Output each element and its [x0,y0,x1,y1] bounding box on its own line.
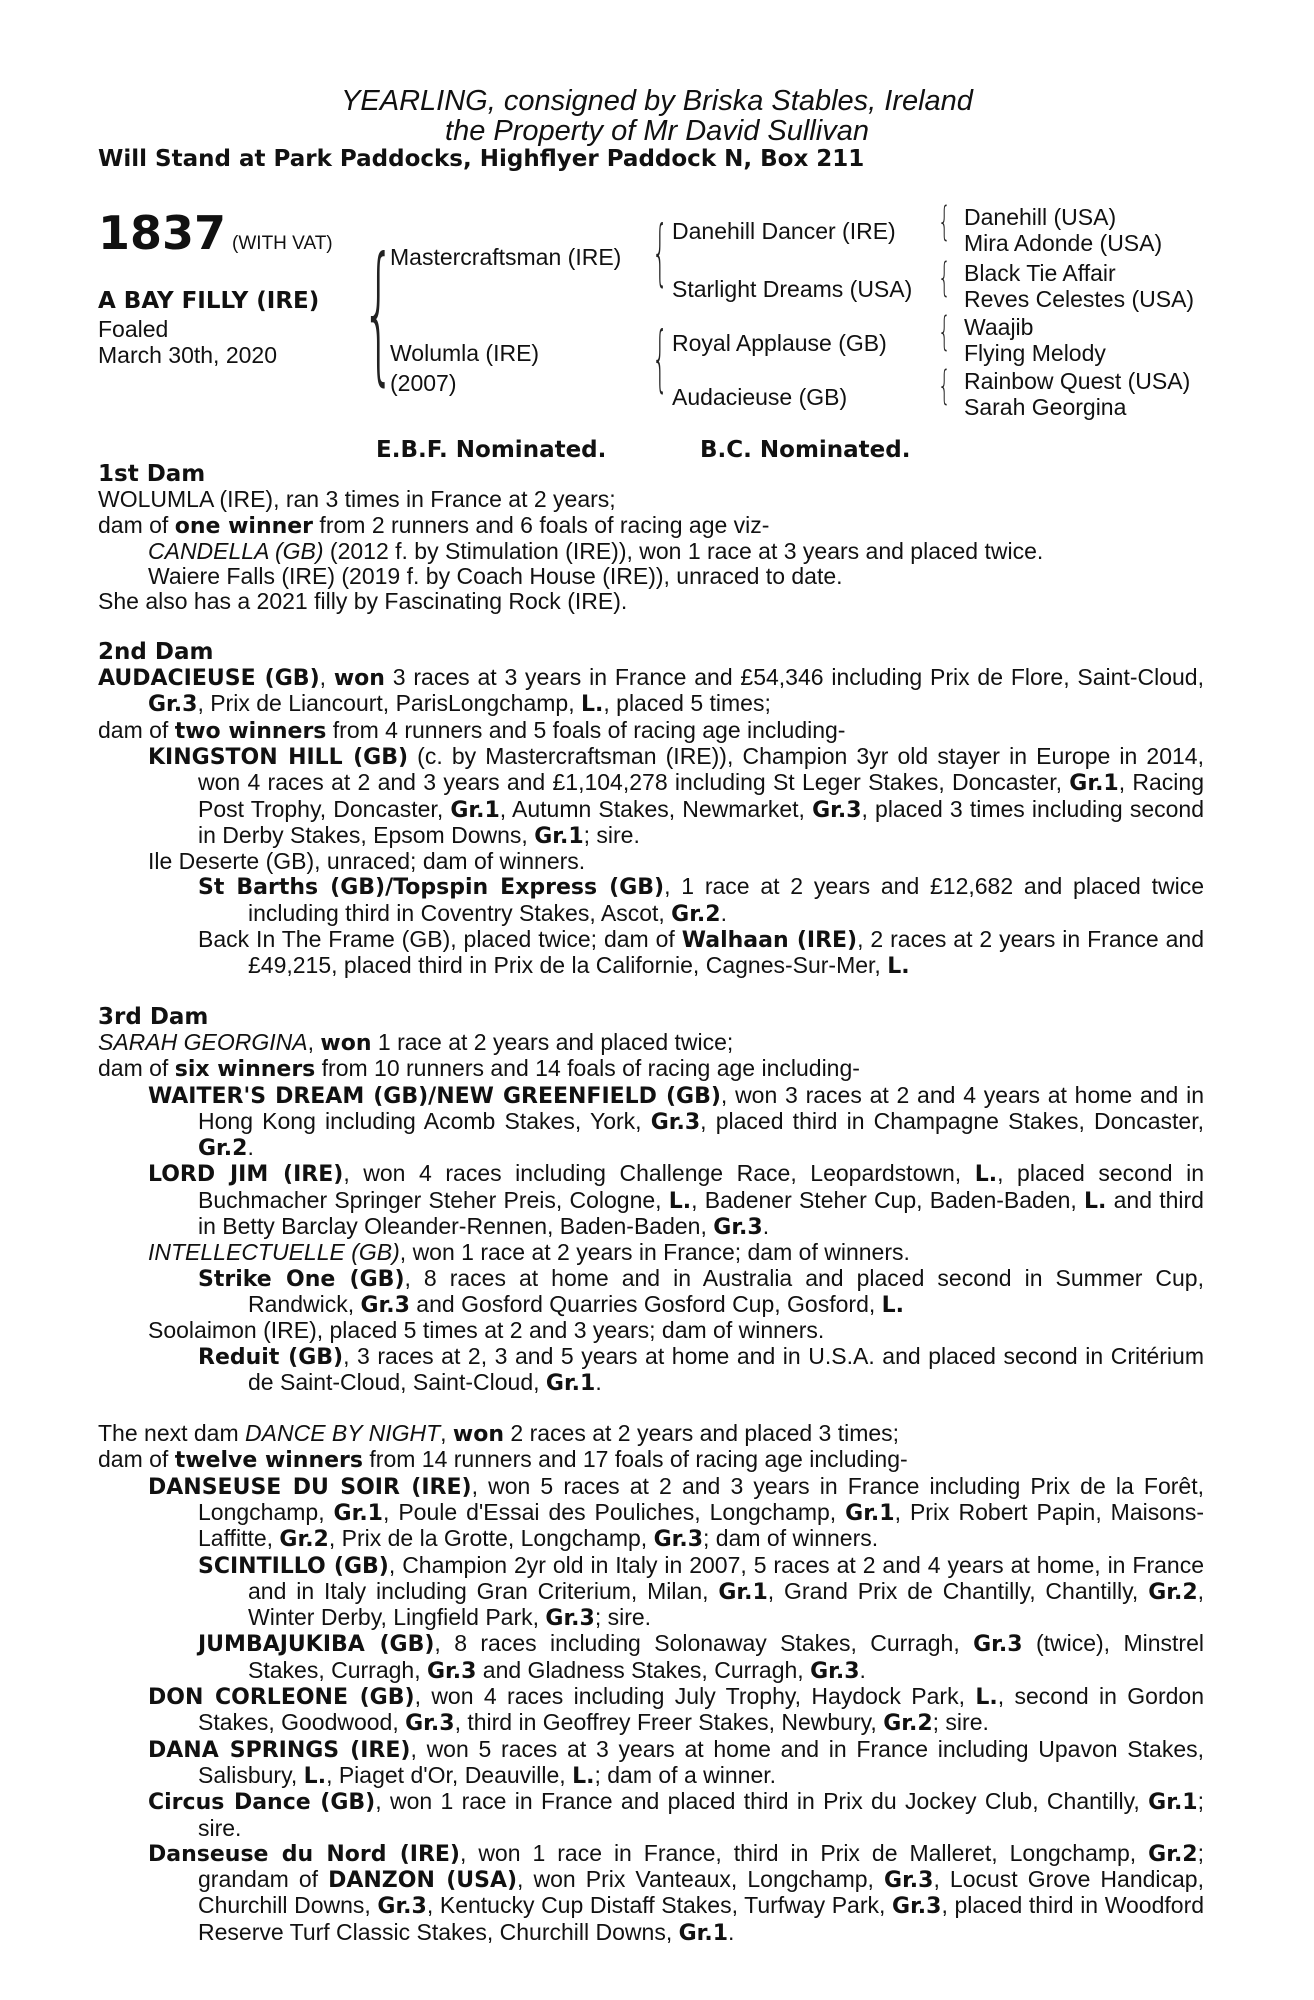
pedigree-g5: Waajib [964,314,1034,340]
paragraph-21: DANSEUSE DU SOIR (IRE), won 5 races at 2 and 3 years in France including Prix de la Forêt, Longchamp, Gr.1, Poule d'Essai des Pouliches, Longchamp, Gr.1, Prix Robert Papin, Maisons-Laffitte, Gr.2, Prix de la Grotte, Longchamp, Gr.3; dam of winners. [148,1472,1204,1553]
pedigree-dam-year: (2007) [390,370,457,396]
section-gap [98,1396,1204,1421]
paragraph-7: KINGSTON HILL (GB) (c. by Mastercraftsman (IRE)), Champion 3yr old stayer in Europe in 2014, won 4 races at 2 and 3 years and £1,104,278 including St Leger Stakes, Doncaster, Gr.1, Racing Post Trophy, Doncaster, Gr.1, Autumn Stakes, Newmarket, Gr.3, placed 3 times including second in Derby Stakes, Epsom Downs, Gr.1; sire. [148,742,1205,849]
paragraph-18: Reduit (GB), 3 races at 2, 3 and 5 years at home and in U.S.A. and placed second in Critérium de Saint-Cloud, Saint-Cloud, Gr.1. [198,1342,1204,1396]
pedigree-dam: Wolumla (IRE) [390,340,540,366]
paragraph-22: SCINTILLO (GB), Champion 2yr old in Italy in 2007, 5 races at 2 and 4 years at home, in France and in Italy including Gran Criterium, Milan, Gr.1, Grand Prix de Chantilly, Chantilly, Gr.2, Winter Derby, Lingfield Park, Gr.3; sire. [198,1551,1205,1632]
pedigree-sire: Mastercraftsman (IRE) [390,244,622,270]
paragraph-9: St Barths (GB)/Topspin Express (GB), 1 race at 2 years and £12,682 and placed twice including third in Coventry Stakes, Ascot, Gr.2. [198,873,1205,927]
foaled-date: March 30th, 2020 [98,342,278,368]
pedigree-g7: Rainbow Quest (USA) [964,368,1191,394]
header-line-3: Will Stand at Park Paddocks, Highflyer Paddock N, Box 211 [98,146,865,172]
paragraph-0: WOLUMLA (IRE), ran 3 times in France at 2 years; [98,486,616,513]
header-line-1: YEARLING, consigned by Briska Stables, Ireland [341,85,973,117]
pedigree-brace-g3: { [938,309,951,355]
section-gap [98,980,1204,1005]
pedigree-dam-dam: Audacieuse (GB) [672,384,848,410]
vat-label: (WITH VAT) [232,233,333,254]
pedigree-g3: Black Tie Affair [964,260,1116,286]
paragraph-26: Circus Dance (GB), won 1 race in France and placed third in Prix du Jockey Club, Chantilly, Gr.1; sire. [148,1788,1204,1841]
section-heading: 2nd Dam [98,638,214,665]
paragraph-16: Strike One (GB), 8 races at home and in Australia and placed second in Summer Cup, Randwick, Gr.3 and Gosford Quarries Gosford Cup, Gosford, L. [198,1264,1204,1318]
paragraph-19: The next dam DANCE BY NIGHT, won 2 races at 2 years and placed 3 times; [98,1420,900,1448]
paragraph-23: JUMBAJUKIBA (GB), 8 races including Solonaway Stakes, Curragh, Gr.3 (twice), Minstrel Stakes, Curragh, Gr.3 and Gladness Stakes, Curragh, Gr.3. [198,1630,1204,1684]
section-gap [98,615,1204,640]
paragraph-11: SARAH GEORGINA, won 1 race at 2 years and placed twice; [98,1028,734,1056]
paragraph-17: Soolaimon (IRE), placed 5 times at 2 and 3 years; dam of winners. [148,1317,825,1344]
pedigree-g6: Flying Melody [964,340,1106,366]
pedigree-brace-main: { [362,226,396,400]
paragraph-20: dam of twelve winners from 14 runners and 17 foals of racing age including- [98,1446,908,1474]
header-line-2: the Property of Mr David Sullivan [445,115,869,147]
paragraph-3: Waiere Falls (IRE) (2019 f. by Coach House (IRE)), unraced to date. [148,563,843,590]
paragraph-14: LORD JIM (IRE), won 4 races including Challenge Race, Leopardstown, L., placed second in Buchmacher Springer Steher Preis, Cologne, L., Badener Steher Cup, Baden-Baden, L. and third in Betty Barclay Oleander-Rennen, Baden-Baden, Gr.3. [148,1160,1205,1241]
paragraph-1: dam of one winner from 2 runners and 6 foals of racing age viz- [98,511,770,539]
catalogue-body [98,462,1204,1946]
pedigree-g2: Mira Adonde (USA) [964,230,1163,256]
bc-nomination: B.C. Nominated. [700,437,911,463]
paragraph-2: CANDELLA (GB) (2012 f. by Stimulation (IRE)), won 1 race at 3 years and placed twice. [148,537,1044,564]
paragraph-5: AUDACIEUSE (GB), won 3 races at 3 years in France and £54,346 including Prix de Flore, Saint-Cloud, Gr.3, Prix de Liancourt, ParisLongchamp, L., placed 5 times; [98,664,1204,718]
paragraph-27: Danseuse du Nord (IRE), won 1 race in France, third in Prix de Malleret, Longchamp, Gr.2; grandam of DANZON (USA), won Prix Vanteaux, Longchamp, Gr.3, Locust Grove Handicap, Churchill Downs, Gr.3, Kentucky Cup Distaff Stakes, Turfway Park, Gr.3, placed third in Woodford Reserve Turf Classic Stakes, Churchill Downs, Gr.1. [148,1839,1205,1946]
pedigree-brace-dam: { [652,316,669,400]
section-heading: 3rd Dam [98,1003,209,1030]
pedigree-g4: Reves Celestes (USA) [964,286,1195,312]
horse-name: A BAY FILLY (IRE) [98,288,320,314]
paragraph-8: Ile Deserte (GB), unraced; dam of winners. [148,848,586,875]
ebf-nomination: E.B.F. Nominated. [376,437,607,463]
pedigree-dam-sire: Royal Applause (GB) [672,330,887,356]
pedigree-g1: Danehill (USA) [964,204,1117,230]
lot-number: 1837 [98,206,227,260]
pedigree-sire-dam: Starlight Dreams (USA) [672,276,913,302]
paragraph-10: Back In The Frame (GB), placed twice; dam of Walhaan (IRE), 2 races at 2 years in France and £49,215, placed third in Prix de la Californie, Cagnes-Sur-Mer, L. [198,926,1204,980]
section-heading: 1st Dam [98,461,206,487]
paragraph-13: WAITER'S DREAM (GB)/NEW GREENFIELD (GB), won 3 races at 2 and 4 years at home and in Hong Kong including Acomb Stakes, York, Gr.3, placed third in Champagne Stakes, Doncaster, Gr.2. [148,1081,1205,1162]
lot-block [98,206,333,260]
paragraph-24: DON CORLEONE (GB), won 4 races including July Trophy, Haydock Park, L., second in Gordon Stakes, Goodwood, Gr.3, third in Geoffrey Freer Stakes, Newbury, Gr.2; sire. [148,1683,1205,1737]
paragraph-12: dam of six winners from 10 runners and 14 foals of racing age including- [98,1055,860,1083]
pedigree-brace-g1: { [938,199,951,245]
pedigree-g8: Sarah Georgina [964,394,1127,420]
pedigree-brace-g2: { [938,255,951,301]
foaled-label: Foaled [98,316,169,342]
paragraph-6: dam of two winners from 4 runners and 5 foals of racing age including- [98,716,846,744]
pedigree-brace-g4: { [938,363,951,409]
pedigree-sire-sire: Danehill Dancer (IRE) [672,218,896,244]
paragraph-4: She also has a 2021 filly by Fascinating Rock (IRE). [98,588,628,615]
paragraph-25: DANA SPRINGS (IRE), won 5 races at 3 years at home and in France including Upavon Stakes, Salisbury, L., Piaget d'Or, Deauville, L.; dam of a winner. [148,1735,1205,1789]
paragraph-15: INTELLECTUELLE (GB), won 1 race at 2 years in France; dam of winners. [148,1239,910,1266]
pedigree-brace-sire: { [652,210,669,294]
